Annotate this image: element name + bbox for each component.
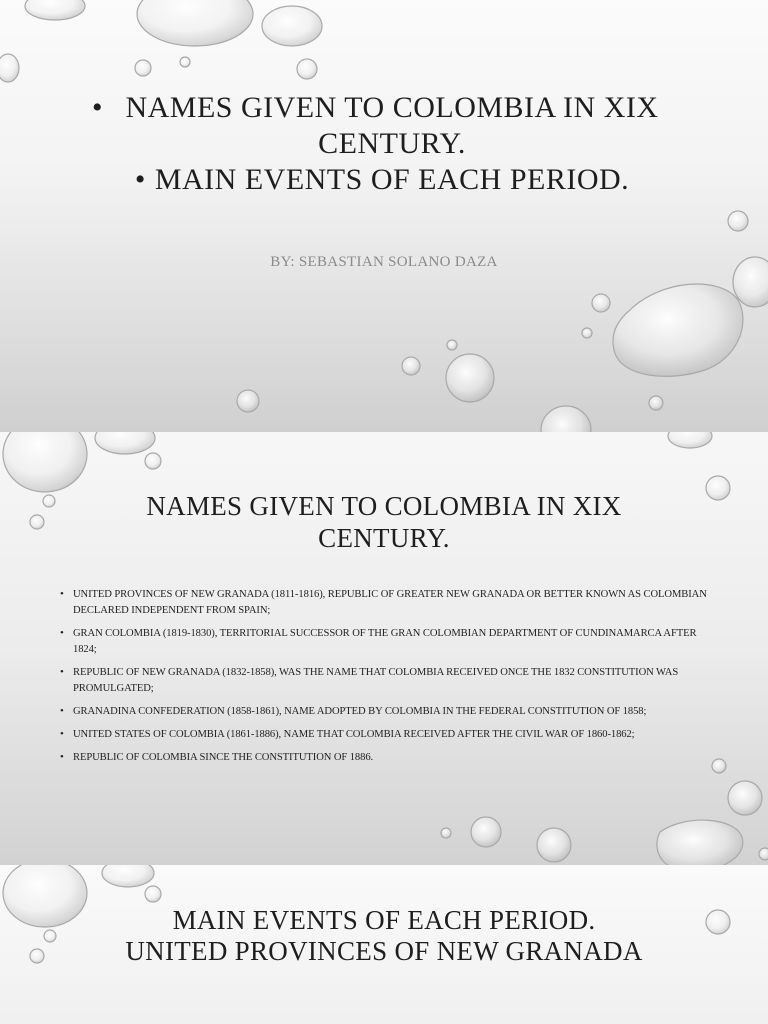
water-drop <box>613 284 743 376</box>
slide-title <box>60 905 708 967</box>
water-drop <box>145 453 161 469</box>
list-item: • UNITED PROVINCES OF NEW GRANADA (1811-1816), REPUBLIC OF GREATER NEW GRANADA OR BETTER KNOWN AS COLOMBIAN DECLARED INDEPENDENT FROM SPAIN; <box>58 587 708 619</box>
water-drop <box>44 930 56 942</box>
water-drop <box>582 328 592 338</box>
water-drop <box>137 0 253 46</box>
water-drop <box>712 759 726 773</box>
title-bullet-2: • MAIN EVENTS OF EACH PERIOD. <box>112 162 672 198</box>
water-drop <box>728 211 748 231</box>
list-item: • UNITED STATES OF COLOMBIA (1861-1886), NAME THAT COLOMBIA RECEIVED AFTER THE CIVIL WAR OF 1860-1862; <box>58 727 708 743</box>
water-drop <box>441 828 451 838</box>
water-drop <box>237 390 259 412</box>
water-drop <box>592 294 610 312</box>
water-drop <box>402 357 420 375</box>
list-item: • GRANADINA CONFEDERATION (1858-1861), NAME ADOPTED BY COLOMBIA IN THE FEDERAL CONSTITUTION OF 1858; <box>58 704 708 720</box>
names-slide <box>0 432 768 865</box>
water-drop <box>447 340 457 350</box>
water-drop <box>668 432 712 448</box>
water-drop <box>541 406 591 432</box>
water-drop <box>262 6 322 46</box>
water-drop <box>180 57 190 67</box>
water-drop <box>706 476 730 500</box>
water-drop <box>102 865 154 887</box>
title-bullet-1: • NAMES GIVEN TO COLOMBIA IN XIX CENTURY. <box>112 90 672 162</box>
water-drop <box>145 886 161 902</box>
names-list <box>58 587 708 773</box>
water-drop <box>471 817 501 847</box>
water-drop <box>537 828 571 862</box>
slide-title-line-1: MAIN EVENTS OF EACH PERIOD. <box>172 905 596 935</box>
title-bullets <box>112 90 672 198</box>
water-drop <box>657 820 743 865</box>
water-drop <box>43 495 55 507</box>
water-drop <box>95 432 155 454</box>
water-drop <box>25 0 85 20</box>
water-drops-decoration <box>0 0 768 432</box>
water-drop <box>30 949 44 963</box>
author-subtitle: BY: SEBASTIAN SOLANO DAZA <box>270 254 498 270</box>
water-drop <box>728 781 762 815</box>
water-drop <box>297 59 317 79</box>
slide-title-line-2: UNITED PROVINCES OF NEW GRANADA <box>125 936 643 966</box>
water-drop <box>135 60 151 76</box>
list-item: • GRAN COLOMBIA (1819-1830), TERRITORIAL SUCCESSOR OF THE GRAN COLOMBIAN DEPARTMENT OF CUNDINAMARCA AFTER 1824; <box>58 626 708 658</box>
list-item: • REPUBLIC OF COLOMBIA SINCE THE CONSTITUTION OF 1886. <box>58 750 708 766</box>
events-slide <box>0 865 768 1024</box>
water-drop <box>759 848 768 860</box>
water-drop <box>30 515 44 529</box>
water-drop <box>446 354 494 402</box>
water-drop <box>649 396 663 410</box>
water-drop <box>0 54 19 82</box>
water-drop <box>3 432 87 492</box>
list-item: • REPUBLIC OF NEW GRANADA (1832-1858), WAS THE NAME THAT COLOMBIA RECEIVED ONCE THE 1832 CONSTITUTION WAS PROMULGATED; <box>58 665 708 697</box>
water-drop <box>706 910 730 934</box>
slide-title: NAMES GIVEN TO COLOMBIA IN XIX CENTURY. <box>146 491 622 553</box>
title-slide <box>0 0 768 432</box>
